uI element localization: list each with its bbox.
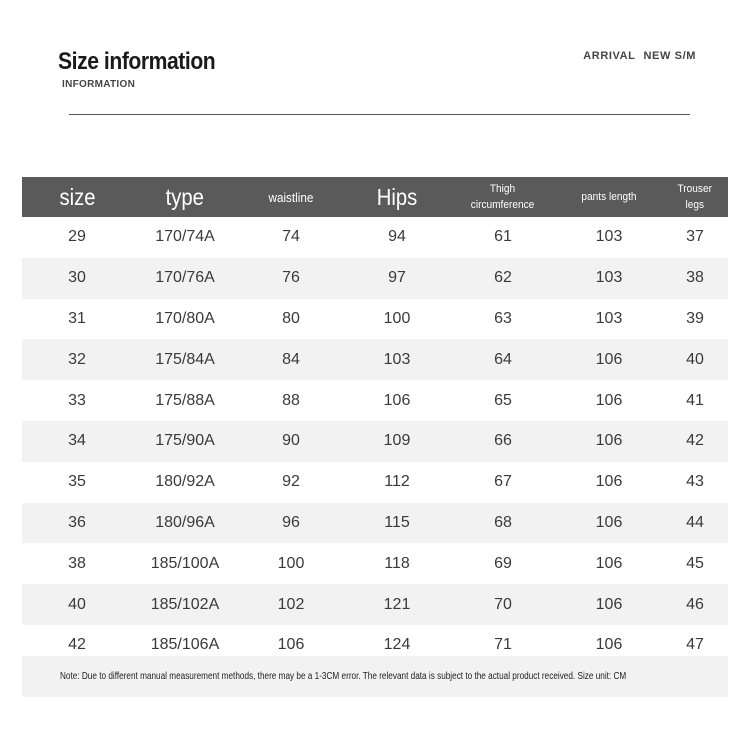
table-body <box>22 217 728 666</box>
size-table <box>22 177 728 666</box>
page-title: Size information <box>58 48 216 75</box>
table-cell: 180/96A <box>155 513 215 531</box>
table-cell: 103 <box>595 309 623 327</box>
table-cell: 100 <box>277 554 305 572</box>
table-cell: 69 <box>494 554 512 572</box>
table-cell: 170/80A <box>155 309 215 327</box>
column-header-waistline: waistline <box>268 189 314 205</box>
table-cell: 62 <box>494 269 512 287</box>
table-cell: 124 <box>383 636 411 654</box>
table-cell: 40 <box>68 595 86 613</box>
table-row <box>22 584 728 625</box>
table-header <box>22 177 728 217</box>
table-cell: 90 <box>282 432 300 450</box>
table-cell: 106 <box>595 554 623 572</box>
table-cell: 66 <box>494 432 512 450</box>
table-cell: 39 <box>686 309 704 327</box>
table-row <box>22 421 728 462</box>
divider <box>69 114 690 115</box>
table-cell: 106 <box>383 391 411 409</box>
table-cell: 118 <box>384 554 410 572</box>
table-cell: 185/100A <box>150 554 220 572</box>
table-cell: 121 <box>383 595 411 613</box>
table-cell: 96 <box>282 513 300 531</box>
table-cell: 106 <box>595 350 623 368</box>
table-cell: 68 <box>494 513 512 531</box>
table-cell: 106 <box>595 432 623 450</box>
table-cell: 64 <box>494 350 512 368</box>
table-cell: 106 <box>595 595 623 613</box>
table-cell: 45 <box>686 554 704 572</box>
table-cell: 106 <box>595 636 623 654</box>
table-cell: 42 <box>68 636 86 654</box>
table-cell: 31 <box>68 309 86 327</box>
table-cell: 71 <box>494 636 512 654</box>
table-cell: 41 <box>686 391 704 409</box>
column-header-type: type <box>165 183 205 210</box>
table-cell: 92 <box>282 473 300 491</box>
table-cell: 65 <box>494 391 512 409</box>
table-cell: 32 <box>68 350 86 368</box>
table-cell: 76 <box>282 269 300 287</box>
table-cell: 103 <box>595 269 623 287</box>
table-cell: 175/90A <box>155 432 215 450</box>
table-cell: 185/106A <box>150 636 220 654</box>
column-header-trouser-legs: Trouser legs <box>677 183 713 211</box>
table-cell: 170/76A <box>155 269 215 287</box>
table-row <box>22 462 728 503</box>
table-row <box>22 543 728 584</box>
table-cell: 38 <box>686 269 704 287</box>
column-header-size: size <box>59 183 95 210</box>
table-cell: 170/74A <box>155 228 215 246</box>
table-cell: 67 <box>494 473 512 491</box>
table-cell: 43 <box>686 473 704 491</box>
table-cell: 46 <box>686 595 704 613</box>
table-row <box>22 217 728 258</box>
table-cell: 33 <box>68 391 86 409</box>
table-cell: 112 <box>384 473 410 491</box>
table-cell: 103 <box>383 350 411 368</box>
table-cell: 102 <box>277 595 305 613</box>
table-cell: 106 <box>595 473 623 491</box>
table-cell: 106 <box>595 513 623 531</box>
table-cell: 37 <box>686 228 704 246</box>
table-cell: 35 <box>68 473 86 491</box>
table-cell: 70 <box>494 595 512 613</box>
measurement-note: Note: Due to different manual measurement methods, there may be a 1-3CM error. The relevant data is subject to the actual product received. Size unit: CM <box>22 656 728 697</box>
new-size-label: NEW S/M <box>643 50 696 62</box>
arrival-tag <box>583 50 696 62</box>
table-row <box>22 299 728 340</box>
arrival-label: ARRIVAL <box>583 50 636 62</box>
table-cell: 97 <box>388 269 406 287</box>
table-cell: 63 <box>494 309 512 327</box>
table-cell: 30 <box>68 269 86 287</box>
table-cell: 34 <box>68 432 86 450</box>
table-cell: 74 <box>282 228 300 246</box>
table-row <box>22 503 728 544</box>
column-header-hips: Hips <box>376 183 418 210</box>
table-cell: 109 <box>383 432 411 450</box>
table-cell: 88 <box>282 391 300 409</box>
table-cell: 36 <box>68 513 86 531</box>
column-header-pants-length: pants length <box>581 191 637 203</box>
table-row <box>22 339 728 380</box>
table-cell: 180/92A <box>155 473 215 491</box>
page-subtitle: INFORMATION <box>62 79 136 90</box>
table-cell: 47 <box>686 636 704 654</box>
table-cell: 29 <box>68 228 86 246</box>
table-cell: 103 <box>595 228 623 246</box>
table-cell: 175/84A <box>155 350 215 368</box>
table-cell: 80 <box>282 309 300 327</box>
table-cell: 106 <box>595 391 623 409</box>
table-cell: 185/102A <box>150 595 220 613</box>
table-cell: 175/88A <box>155 391 215 409</box>
table-row <box>22 380 728 421</box>
table-row <box>22 258 728 299</box>
table-cell: 84 <box>282 350 300 368</box>
table-cell: 61 <box>494 228 512 246</box>
table-cell: 40 <box>686 350 704 368</box>
table-cell: 100 <box>383 309 411 327</box>
table-cell: 44 <box>686 513 704 531</box>
table-cell: 42 <box>686 432 704 450</box>
table-cell: 94 <box>388 228 406 246</box>
column-header-thigh: Thigh circumference <box>471 183 535 211</box>
table-cell: 115 <box>384 513 410 531</box>
table-cell: 38 <box>68 554 86 572</box>
table-cell: 106 <box>277 636 305 654</box>
